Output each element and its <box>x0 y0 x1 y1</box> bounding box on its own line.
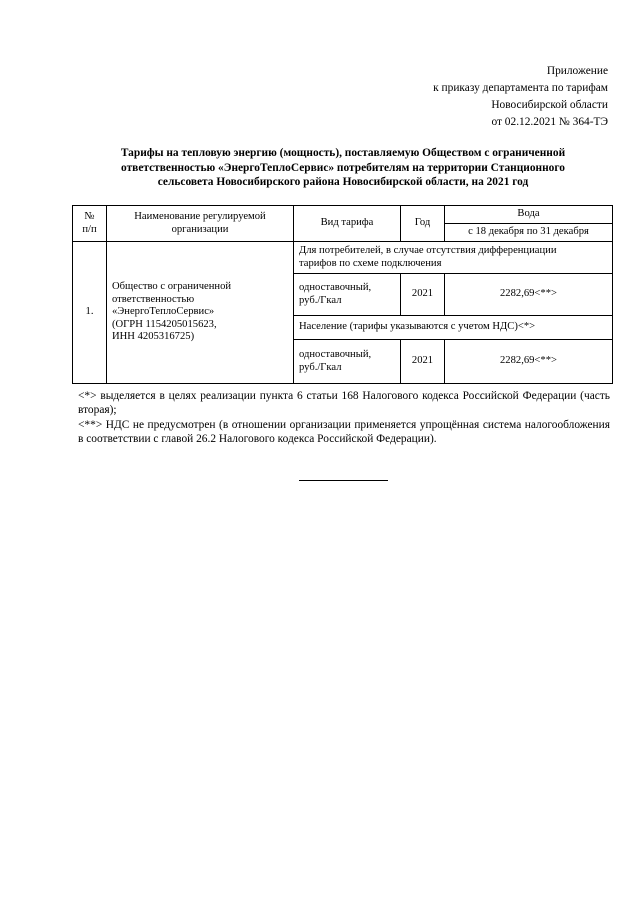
appendix-line: Новосибирской области <box>491 99 608 111</box>
title-line: сельсовета Новосибирского района Новосибирской области, на 2021 год <box>157 176 529 189</box>
header-water: Вода <box>445 206 613 224</box>
organization-cell: Общество с ограниченной ответственностью «ЭнергоТеплоСервис» (ОГРН 1154205015623, ИНН 4205316725) <box>107 242 294 384</box>
header-num: № п/п <box>73 206 107 242</box>
title-line: Тарифы на тепловую энергию (мощность), поставляемую Обществом с ограниченной <box>120 147 566 159</box>
row-number: 1. <box>73 242 107 384</box>
header-organization: Наименование регулируемой организации <box>107 206 294 242</box>
tariff-type-cell: одноставочный, руб./Гкал <box>294 274 401 316</box>
group-consumers-no-diff: Для потребителей, в случае отсутствия дифференциации тарифов по схеме подключения <box>294 242 613 274</box>
year-cell: 2021 <box>401 340 445 384</box>
separator-line <box>299 480 388 481</box>
footnotes <box>78 389 610 447</box>
tariff-value-cell: 2282,69<**> <box>445 274 613 316</box>
year-cell: 2021 <box>401 274 445 316</box>
group-population: Население (тарифы указываются с учетом НДС)<*> <box>294 316 613 340</box>
tariff-table <box>72 205 613 384</box>
footnote-vat-not-applied: <**> НДС не предусмотрен (в отношении организации применяется упрощённая система налогообложения в соответствии с главой 26.2 Налогового кодекса Российской Федерации). <box>78 418 610 446</box>
appendix-header <box>433 63 608 131</box>
header-tariff-type: Вид тарифа <box>294 206 401 242</box>
appendix-line: к приказу департамента по тарифам <box>433 82 608 94</box>
header-period: с 18 декабря по 31 декабря <box>445 224 613 242</box>
document-title <box>78 146 608 190</box>
appendix-line: Приложение <box>546 65 608 77</box>
appendix-line: от 02.12.2021 № 364-ТЭ <box>491 116 608 128</box>
title-line: ответственностью «ЭнергоТеплоСервис» потребителям на территории Станционного <box>121 161 565 174</box>
footnote-vat-allocation: <*> выделяется в целях реализации пункта 6 статьи 168 Налогового кодекса Российской Федерации (часть вторая); <box>78 390 610 417</box>
tariff-value-cell: 2282,69<**> <box>445 340 613 384</box>
header-year: Год <box>401 206 445 242</box>
tariff-type-cell: одноставочный, руб./Гкал <box>294 340 401 384</box>
